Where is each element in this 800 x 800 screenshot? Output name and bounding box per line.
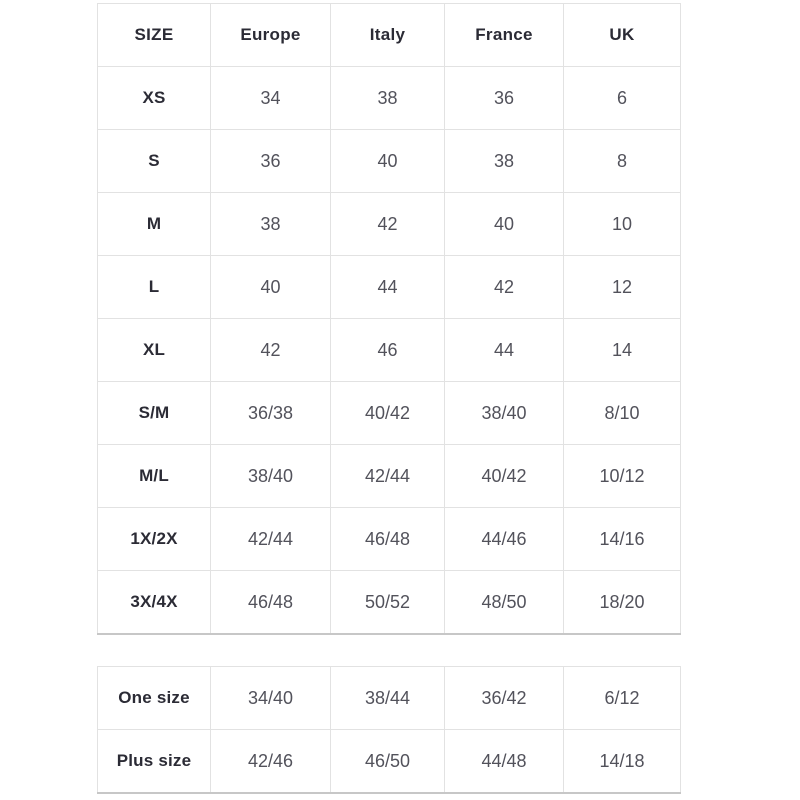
table-cell: 46/50 <box>331 730 445 794</box>
size-conversion-table <box>97 3 681 635</box>
table-cell: 8 <box>564 130 681 193</box>
table-cell: 6/12 <box>564 667 681 730</box>
table-cell: 36 <box>445 67 564 130</box>
table-row <box>98 67 681 130</box>
column-header-europe: Europe <box>211 4 331 67</box>
table-cell: 14/16 <box>564 508 681 571</box>
size-label-xs: XS <box>98 67 211 130</box>
size-label-s-m: S/M <box>98 382 211 445</box>
table-cell: 44 <box>331 256 445 319</box>
size-label-xl: XL <box>98 319 211 382</box>
table-cell: 12 <box>564 256 681 319</box>
table-cell: 38/40 <box>211 445 331 508</box>
table-cell: 36/38 <box>211 382 331 445</box>
column-header-france: France <box>445 4 564 67</box>
table-cell: 40 <box>211 256 331 319</box>
table-row <box>98 445 681 508</box>
size-label-l: L <box>98 256 211 319</box>
table-cell: 38/40 <box>445 382 564 445</box>
size-label-one-size: One size <box>98 667 211 730</box>
table-row <box>98 319 681 382</box>
table-cell: 46/48 <box>211 571 331 635</box>
table-cell: 46 <box>331 319 445 382</box>
table-cell: 40 <box>331 130 445 193</box>
table-cell: 36/42 <box>445 667 564 730</box>
table-cell: 8/10 <box>564 382 681 445</box>
table-cell: 34/40 <box>211 667 331 730</box>
table-cell: 44/46 <box>445 508 564 571</box>
table-cell: 10/12 <box>564 445 681 508</box>
table-cell: 38 <box>445 130 564 193</box>
table-cell: 42 <box>445 256 564 319</box>
table-row <box>98 130 681 193</box>
table-row <box>98 193 681 256</box>
table-row <box>98 730 681 794</box>
table-cell: 48/50 <box>445 571 564 635</box>
table-row <box>98 571 681 635</box>
size-label-s: S <box>98 130 211 193</box>
table-row <box>98 382 681 445</box>
header-row <box>98 4 681 67</box>
table-row <box>98 256 681 319</box>
column-header-italy: Italy <box>331 4 445 67</box>
column-header-size: SIZE <box>98 4 211 67</box>
table-cell: 34 <box>211 67 331 130</box>
table-cell: 44/48 <box>445 730 564 794</box>
table-cell: 44 <box>445 319 564 382</box>
table-row <box>98 508 681 571</box>
table-cell: 38 <box>211 193 331 256</box>
table-cell: 36 <box>211 130 331 193</box>
table-cell: 38 <box>331 67 445 130</box>
table-cell: 38/44 <box>331 667 445 730</box>
table-cell: 40/42 <box>331 382 445 445</box>
table-cell: 46/48 <box>331 508 445 571</box>
table-cell: 10 <box>564 193 681 256</box>
table-cell: 42/44 <box>211 508 331 571</box>
table-cell: 42/46 <box>211 730 331 794</box>
table-cell: 40/42 <box>445 445 564 508</box>
size-label-m-l: M/L <box>98 445 211 508</box>
table-cell: 14 <box>564 319 681 382</box>
table-cell: 42/44 <box>331 445 445 508</box>
special-sizes-table <box>97 666 681 794</box>
table-cell: 42 <box>331 193 445 256</box>
size-label-m: M <box>98 193 211 256</box>
size-label-1x-2x: 1X/2X <box>98 508 211 571</box>
table-cell: 14/18 <box>564 730 681 794</box>
size-label-plus-size: Plus size <box>98 730 211 794</box>
table-row <box>98 667 681 730</box>
table-cell: 42 <box>211 319 331 382</box>
size-label-3x-4x: 3X/4X <box>98 571 211 635</box>
table-cell: 40 <box>445 193 564 256</box>
table-cell: 50/52 <box>331 571 445 635</box>
column-header-uk: UK <box>564 4 681 67</box>
table-cell: 18/20 <box>564 571 681 635</box>
table-cell: 6 <box>564 67 681 130</box>
